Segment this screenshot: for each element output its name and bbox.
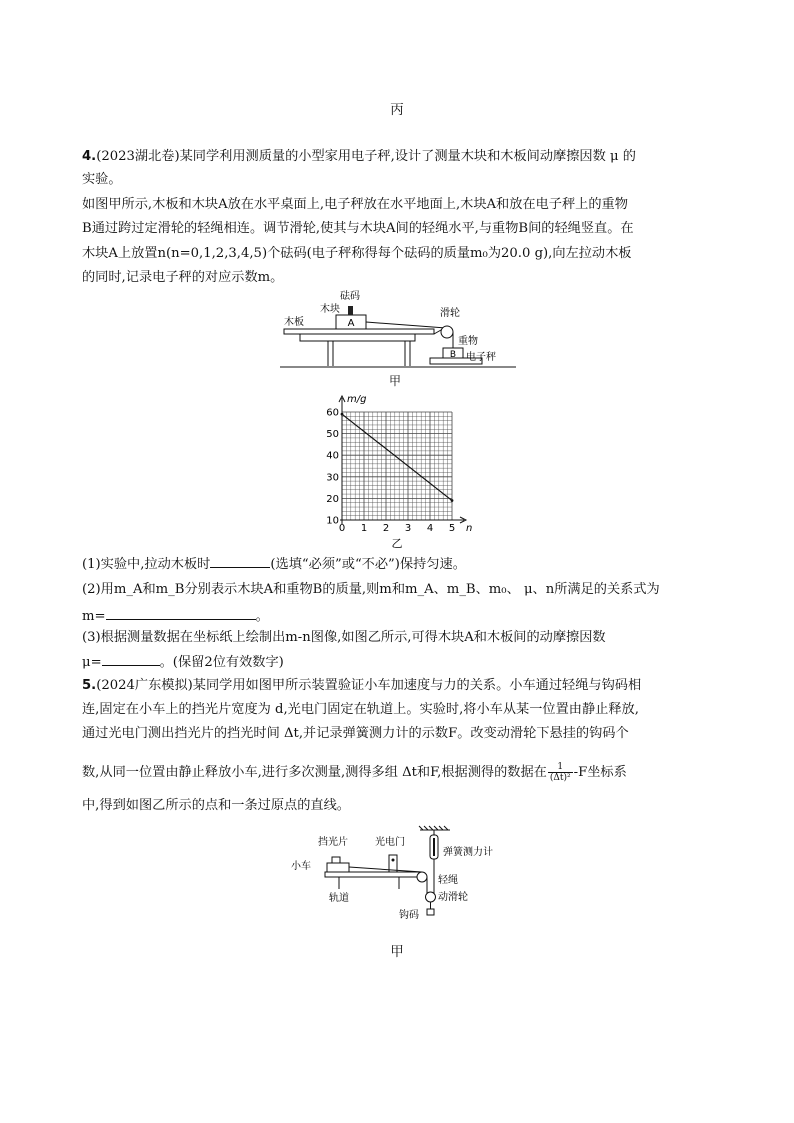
label-scale: 电子秤	[466, 352, 496, 363]
q5-number: 5.	[82, 678, 97, 693]
label-track: 轨道	[329, 893, 349, 904]
light-barrier	[332, 857, 340, 863]
heavy-b-label: B	[449, 350, 457, 360]
sub1-answer-blank[interactable]	[210, 553, 270, 568]
q5-line-1: 5.(2024广东模拟)某同学用如图甲所示装置验证小车加速度与力的关系。小车通过轻绳与钩码相	[82, 678, 642, 693]
q4-sub1: (1)实验中,拉动木板时 (选填“必须”或“不必”)保持匀速。	[82, 553, 722, 575]
y-tick-label: 50	[326, 429, 339, 441]
label-cart: 小车	[291, 861, 311, 872]
label-mpulley: 动滑轮	[438, 892, 468, 903]
inverse-dt-squared-fraction: $\frac{1}{\text{(Δt)²}}$	[549, 762, 571, 783]
x-tick-label: 4	[426, 523, 434, 534]
label-hook: 钩码	[399, 910, 419, 921]
x-tick-label: 1	[360, 523, 368, 534]
y-tick-label: 30	[326, 472, 339, 484]
sub3-answer-blank[interactable]	[102, 651, 160, 666]
x-axis-label: n	[466, 523, 473, 534]
q4-line-3: 如图甲所示,木板和木块A放在水平桌面上,电子秤放在水平地面上,木块A和放在电子秤上的重物	[82, 197, 628, 212]
q5-line-5: 中,得到如图乙所示的点和一条过原点的直线。	[82, 798, 350, 813]
y-tick-label: 40	[326, 450, 339, 462]
x-tick-label: 2	[382, 523, 390, 534]
board	[284, 329, 434, 334]
chart-caption: 乙	[391, 537, 403, 550]
data-point	[341, 413, 344, 416]
q5-line-3: 通过光电门测出挡光片的挡光时间 Δt,并记录弹簧测力计的示数F。改变动滑轮下悬挂的钩码个	[82, 726, 629, 741]
q4-line-2: 实验。	[82, 172, 122, 187]
q4-line-4: B通过跨过定滑轮的轻绳相连。调节滑轮,使其与木块A间的轻绳水平,与重物B间的轻绳竖直。在	[82, 221, 634, 236]
label-spring: 弹簧测力计	[443, 847, 493, 858]
label-slit: 挡光片	[318, 837, 348, 848]
q4-line-1	[82, 147, 722, 167]
q4-line-5: 木块A上放置n(n=0,1,2,3,4,5)个砝码(电子秤称得每个砝码的质量m₀为20.0 g),向左拉动木板	[82, 246, 632, 261]
label-rope: 轻绳	[438, 875, 458, 886]
ceiling-hatch	[419, 826, 448, 830]
block-a-label: A	[347, 318, 355, 329]
label-board: 木板	[284, 317, 304, 328]
q4-sub2-line1: (2)用m_A和m_B分别表示木块A和重物B的质量,则m和m_A、m_B、m₀、 μ、n所满足的关系式为	[82, 582, 660, 597]
photogate-eye	[392, 859, 395, 862]
cart	[327, 863, 349, 872]
figure-caption-bing: 丙	[390, 102, 404, 118]
label-heavy: 重物	[458, 336, 478, 347]
x-tick-label: 3	[404, 523, 412, 534]
data-point	[451, 499, 454, 502]
y-tick-label: 20	[326, 493, 339, 505]
m-n-chart	[320, 390, 480, 550]
label-gate: 光电门	[375, 837, 405, 848]
figure-caption-jia-1: 甲	[388, 374, 401, 388]
sub2-answer-blank[interactable]	[106, 605, 256, 620]
q4-sub2-line2: m= 。	[82, 605, 722, 627]
q4-line-6: 的同时,记录电子秤的对应示数m。	[82, 270, 284, 285]
cart-apparatus-diagram	[285, 825, 515, 925]
movable-pulley	[426, 892, 436, 902]
pulley	[441, 326, 453, 338]
label-block: 木块	[320, 304, 340, 315]
q4-intro: (2023湖北卷)某同学利用测质量的小型家用电子秤,设计了测量木块和木板间动摩擦因数 μ 的	[96, 149, 636, 164]
y-tick-label: 10	[326, 515, 339, 527]
q4-sub3-line1: (3)根据测量数据在坐标纸上绘制出m-n图像,如图乙所示,可得木块A和木板间的动摩擦因数	[82, 630, 606, 645]
fixed-pulley	[417, 872, 427, 882]
table-top	[300, 334, 415, 341]
rope-horizontal	[366, 322, 446, 328]
figure-caption-jia-2: 甲	[390, 944, 404, 960]
label-weights: 砝码	[340, 291, 360, 302]
x-tick-label: 0	[338, 523, 346, 534]
data-line	[342, 414, 452, 500]
q4-sub3-line2: μ= 。(保留2位有效数字)	[82, 651, 722, 673]
track	[325, 872, 419, 877]
q5-line-4: 数,从同一位置由静止释放小车,进行多次测量,测得多组 Δt和F,根据测得的数据在 $\frac{1}{\text{(Δt)²}}$ -F坐标系	[82, 762, 627, 783]
weight-piece	[348, 306, 353, 315]
y-tick-label: 60	[326, 407, 339, 419]
q4-number: 4.	[82, 149, 97, 164]
x-tick-label: 5	[448, 523, 456, 534]
y-axis-label: m/g	[347, 394, 367, 405]
rope-cart	[349, 867, 422, 872]
hook-weight	[427, 909, 434, 915]
q5-line-2: 连,固定在小车上的挡光片宽度为 d,光电门固定在轨道上。实验时,将小车从某一位置由静止释放,	[82, 702, 639, 717]
label-pulley: 滑轮	[440, 308, 460, 319]
